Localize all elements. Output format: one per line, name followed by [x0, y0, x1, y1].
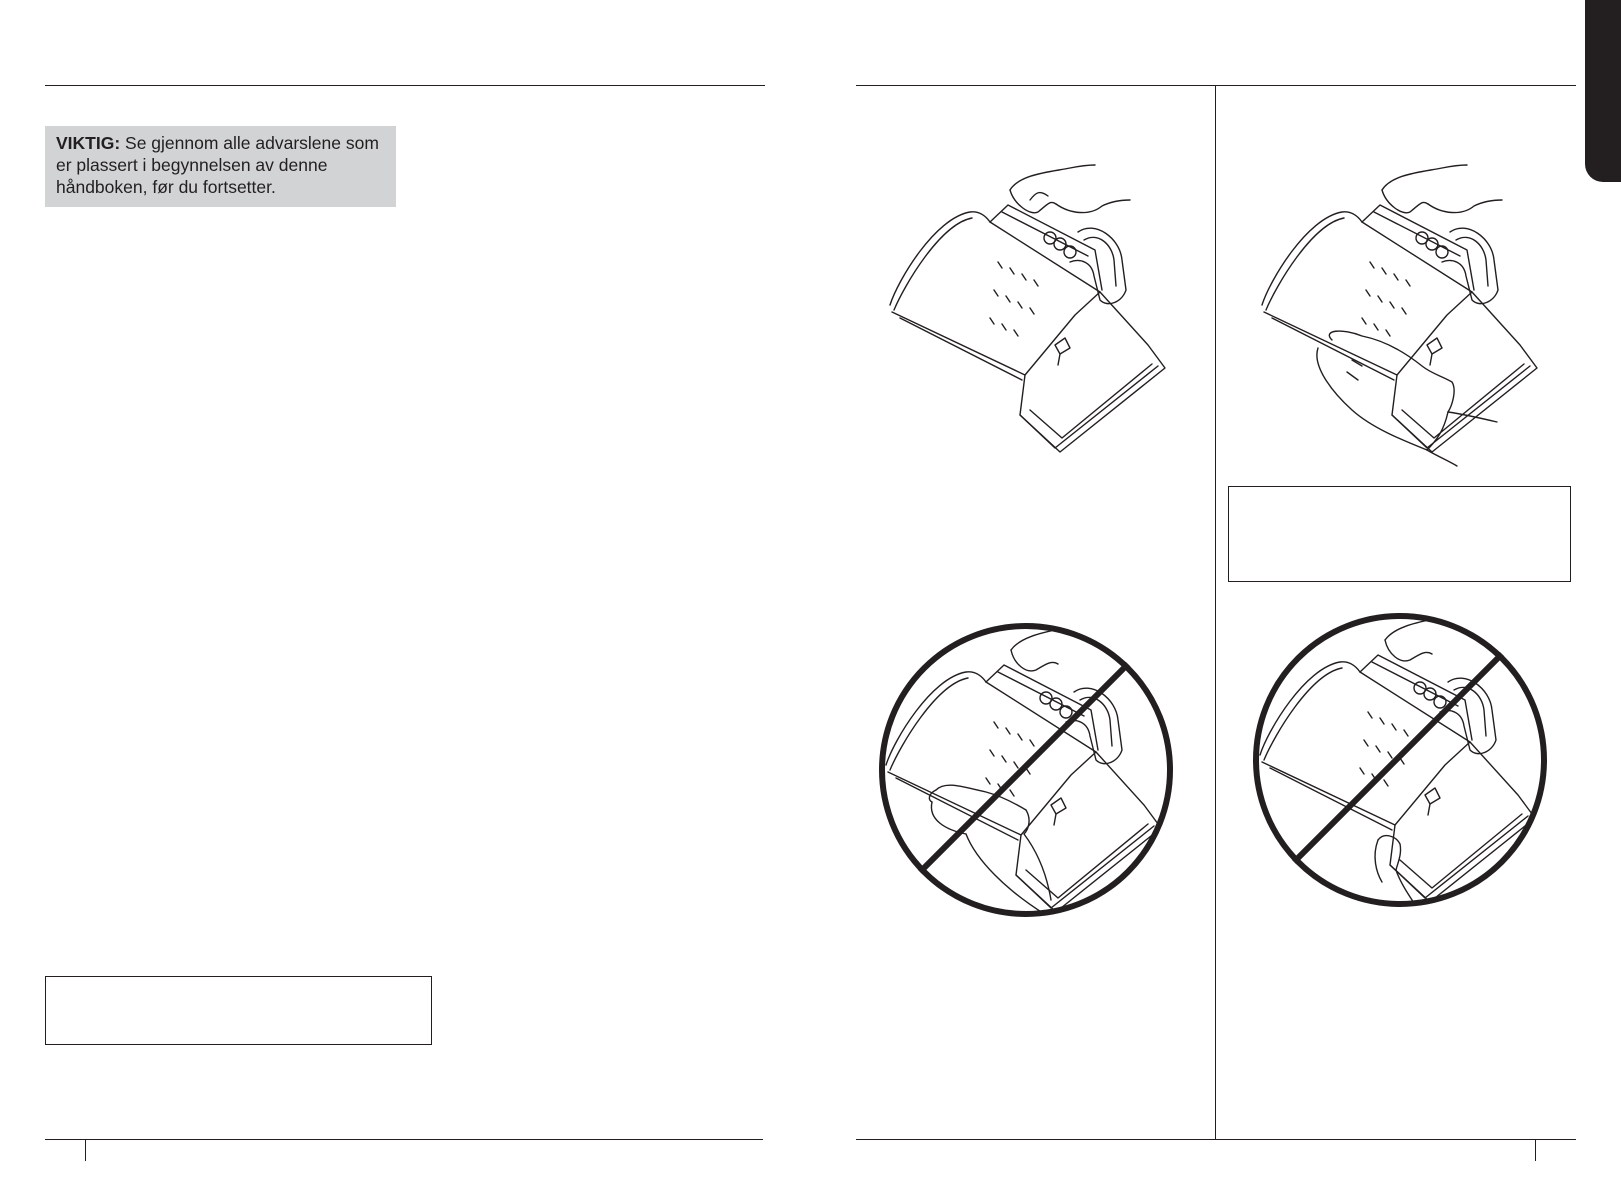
notice-text: Se gjennom alle advarslene som er plassert i begynnelsen av denne håndboken, før du fortsetter.	[56, 133, 379, 197]
important-notice	[45, 126, 396, 207]
column-divider	[1215, 85, 1216, 1139]
empty-text-box-right	[1228, 486, 1571, 582]
footer-tick-right	[1535, 1139, 1536, 1161]
bottom-rule-right-page	[856, 1139, 1576, 1140]
notice-label: VIKTIG:	[56, 133, 121, 153]
top-rule-left-page	[45, 85, 765, 86]
footer-tick-left	[85, 1139, 86, 1161]
illustration-pitcher-held-by-hands-near-base	[1250, 610, 1550, 910]
bottom-rule-left-page	[45, 1139, 763, 1140]
illustration-pitcher-supported-by-gloved-hand	[1252, 160, 1552, 470]
illustration-pitcher-held-by-handle	[880, 160, 1180, 460]
language-tab	[1585, 0, 1621, 182]
empty-text-box-left	[45, 976, 432, 1045]
top-rule-right-page	[856, 85, 1576, 86]
illustration-pitcher-supported-by-bare-hand	[876, 620, 1176, 920]
